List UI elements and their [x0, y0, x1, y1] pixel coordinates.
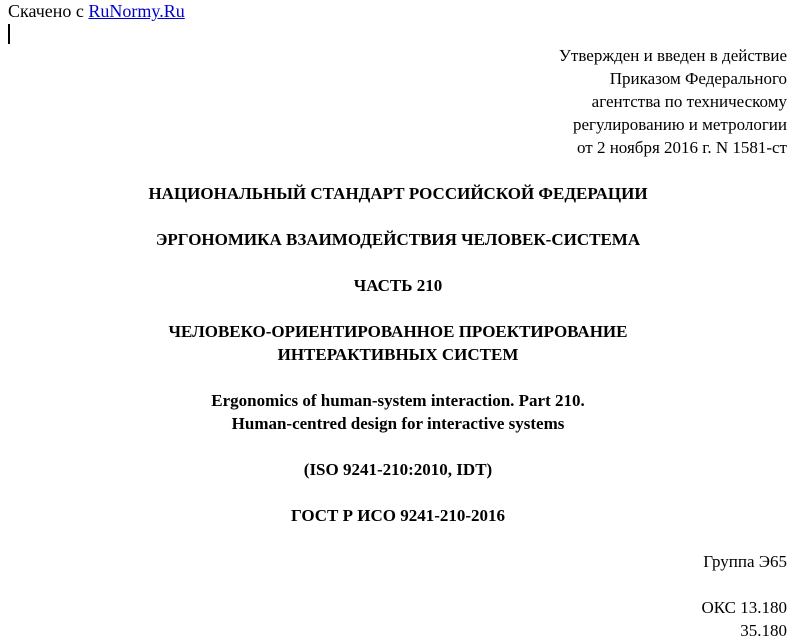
source-link[interactable]: RuNormy.Ru — [88, 1, 185, 21]
approval-line: агентства по техническому — [591, 92, 787, 111]
text-cursor — [8, 24, 10, 44]
english-title-line: Human-centred design for interactive systems — [231, 414, 565, 433]
standard-type-text: НАЦИОНАЛЬНЫЙ СТАНДАРТ РОССИЙСКОЙ ФЕДЕРАЦИИ — [148, 184, 648, 203]
standard-type-heading — [0, 182, 790, 205]
subject-heading — [0, 228, 790, 251]
oks-code-line: 35.180 — [740, 621, 787, 640]
standard-name-line: ИНТЕРАКТИВНЫХ СИСТЕМ — [277, 345, 519, 364]
standard-name-heading — [0, 320, 790, 366]
oks-code — [701, 596, 787, 642]
subject-text: ЭРГОНОМИКА ВЗАИМОДЕЙСТВИЯ ЧЕЛОВЕК-СИСТЕМА — [155, 230, 641, 249]
part-heading — [0, 274, 790, 297]
gost-designation — [0, 504, 790, 527]
source-prefix: Скачено с — [8, 1, 89, 21]
part-text: ЧАСТЬ 210 — [353, 276, 443, 295]
approval-line: регулированию и метрологии — [572, 115, 787, 134]
iso-reference-text: (ISO 9241-210:2010, IDT) — [303, 460, 493, 479]
approval-line: от 2 ноября 2016 г. N 1581-ст — [577, 138, 787, 157]
approval-line: Приказом Федерального — [609, 69, 787, 88]
standard-name-line: ЧЕЛОВЕКО-ОРИЕНТИРОВАННОЕ ПРОЕКТИРОВАНИЕ — [168, 322, 628, 341]
iso-reference — [0, 458, 790, 481]
approval-block — [559, 44, 787, 159]
oks-code-line: ОКС 13.180 — [701, 598, 787, 617]
english-title-line: Ergonomics of human-system interaction. Part 210. — [211, 391, 585, 410]
english-title — [0, 389, 790, 435]
source-line — [8, 0, 185, 22]
approval-line: Утвержден и введен в действие — [558, 46, 787, 65]
gost-designation-text: ГОСТ Р ИСО 9241-210-2016 — [290, 506, 506, 525]
group-code: Группа Э65 — [703, 552, 787, 571]
